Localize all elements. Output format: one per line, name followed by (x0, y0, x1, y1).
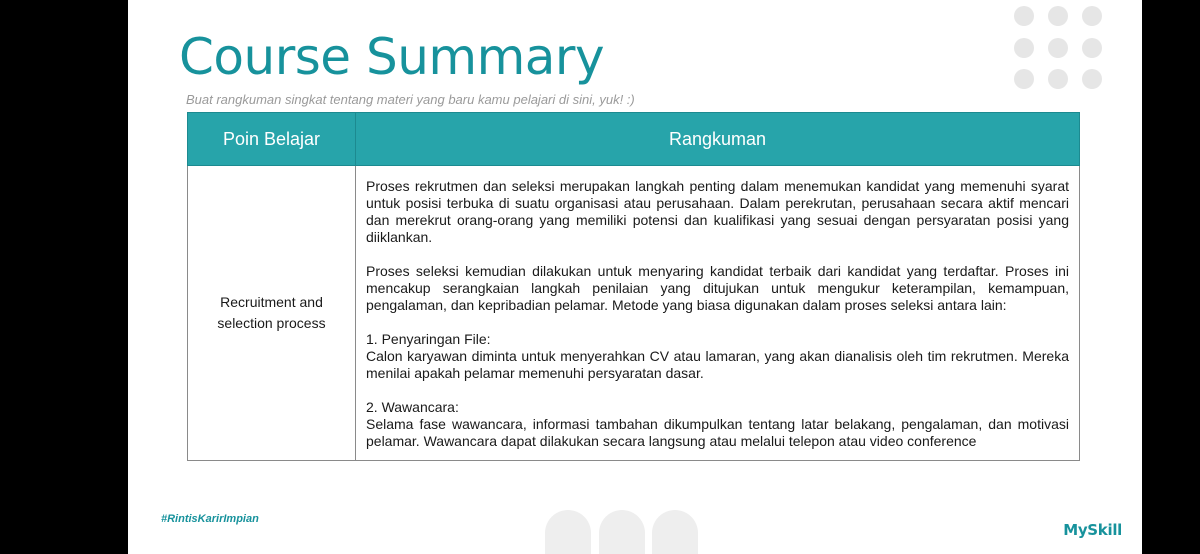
method-text: Selama fase wawancara, informasi tambahan dikumpulkan tentang latar belakang, pengalaman, dan motivasi pelamar. Wawancara dapat dilakukan secara langsung atau melalui telepon atau video conference (366, 416, 1069, 449)
slide (128, 0, 1142, 554)
method-item (366, 399, 1069, 450)
summary-table (187, 112, 1080, 461)
rangkuman-cell (356, 166, 1080, 461)
method-heading: 1. Penyaringan File: (366, 331, 491, 347)
decorative-dot-grid (1014, 6, 1110, 90)
hashtag-label: #RintisKarirImpian (161, 513, 259, 525)
method-item (366, 331, 1069, 382)
header-rangkuman: Rangkuman (356, 113, 1080, 166)
page-title: Course Summary (179, 28, 605, 86)
poin-belajar-cell: Recruitment and selection process (188, 166, 356, 461)
summary-paragraph: Proses rekrutmen dan seleksi merupakan langkah penting dalam menemukan kandidat yang memenuhi syarat untuk posisi terbuka di suatu organisasi atau perusahaan. Dalam perekrutan, perusahaan secara aktif mencari dan merekrut orang-orang yang memiliki potensi dan kualifikasi yang sesuai dengan persyaratan posisi yang diiklankan. (366, 178, 1069, 245)
table-row (188, 166, 1080, 461)
table-header-row (188, 113, 1080, 166)
myskill-logo: MySkill (1063, 521, 1122, 539)
header-poin-belajar: Poin Belajar (188, 113, 356, 166)
summary-paragraph: Proses seleksi kemudian dilakukan untuk menyaring kandidat terbaik dari kandidat yang terdaftar. Proses ini mencakup serangkaian langkah penilaian yang ditujukan untuk mengukur keterampilan, kemampuan, pengalaman, dan kepribadian pelamar. Metode yang biasa digunakan dalam proses seleksi antara lain: (366, 263, 1069, 313)
method-heading: 2. Wawancara: (366, 399, 459, 415)
page-subtitle: Buat rangkuman singkat tentang materi yang baru kamu pelajari di sini, yuk! :) (186, 92, 635, 107)
method-text: Calon karyawan diminta untuk menyerahkan CV atau lamaran, yang akan dianalisis oleh tim rekrutmen. Mereka menilai apakah pelamar memenuhi persyaratan dasar. (366, 348, 1069, 381)
